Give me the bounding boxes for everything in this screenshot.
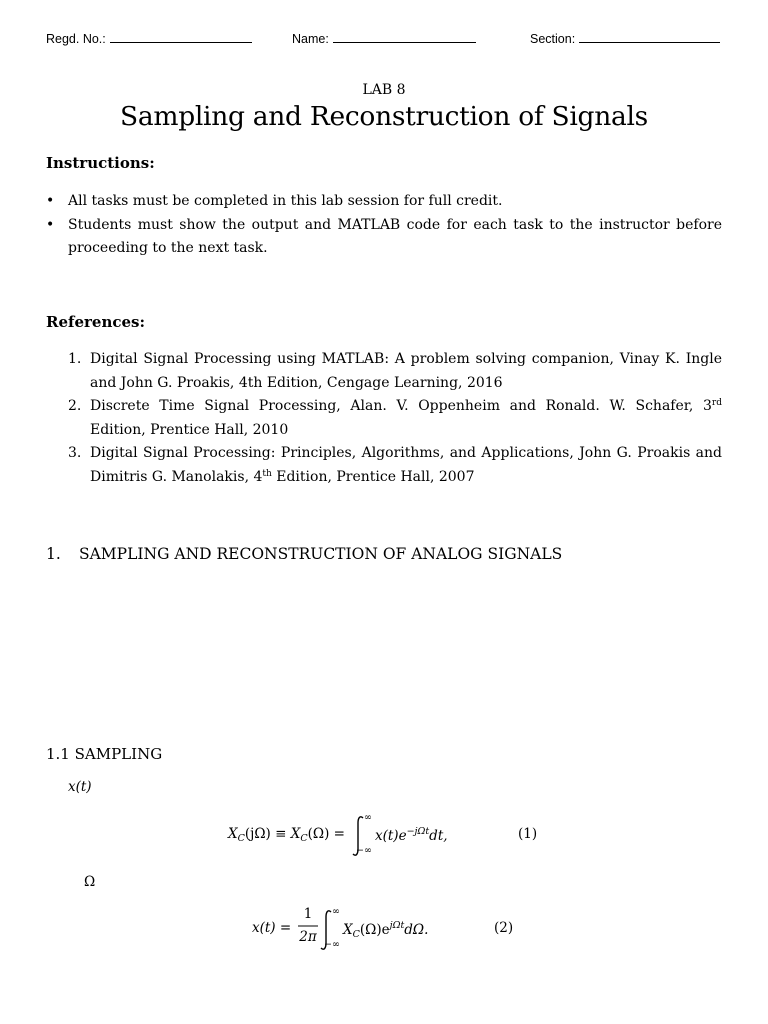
page-title: Sampling and Reconstruction of Signals [120, 101, 648, 132]
eq2-lower-limit: −∞ [324, 939, 340, 950]
reference-text: Discrete Time Signal Processing, Alan. V. Oppenheim and Ronald. W. Schafer, 3 [90, 398, 712, 414]
section-number: 1. [46, 545, 61, 563]
reference-superscript: th [262, 468, 272, 479]
eq1-sub2: C [300, 833, 308, 844]
reference-text: Digital Signal Processing using MATLAB: A problem solving companion, Vinay K. Ingle and John G. Proakis, 4th Edition, Cengage Learning, 2016 [90, 351, 722, 391]
eq2-fraction-numerator: 1 [303, 906, 313, 922]
eq2-arg: (Ω)e [359, 922, 390, 938]
instructions-heading: Instructions: [46, 154, 155, 172]
equation-1-number: (1) [518, 826, 538, 842]
regd-no-label: Regd. No.: [46, 32, 106, 46]
eq2-upper-limit: ∞ [332, 906, 340, 917]
section-label: Section: [530, 32, 576, 46]
reference-text-tail: Edition, Prentice Hall, 2010 [90, 421, 289, 438]
subsection-heading: 1.1 SAMPLING [46, 745, 163, 763]
omega-symbol: Ω [84, 874, 96, 890]
reference-item [68, 442, 722, 489]
instruction-item [46, 214, 722, 261]
reference-text-tail: Edition, Prentice Hall, 2007 [271, 468, 475, 485]
lab-label: LAB 8 [362, 82, 406, 98]
reference-item [68, 395, 722, 442]
reference-number: 3. [68, 445, 82, 461]
regd-no-field [46, 30, 252, 46]
reference-item [68, 348, 722, 395]
eq1-X2: X [290, 826, 301, 842]
instruction-text: All tasks must be completed in this lab session for full credit. [68, 193, 503, 209]
eq1-X: X [228, 826, 238, 842]
regd-no-blank [110, 30, 252, 43]
equation-1-rhs [375, 826, 448, 844]
eq2-differential: dΩ. [404, 922, 429, 938]
section-heading [46, 545, 562, 563]
name-blank [333, 30, 476, 43]
eq2-X: X [343, 922, 353, 938]
signal-symbol-xt: x(t) [68, 779, 92, 795]
eq1-integrand: x(t)e [375, 828, 407, 844]
name-field [292, 30, 476, 46]
section-field [530, 30, 720, 46]
reference-superscript: rd [711, 398, 722, 408]
references-heading: References: [46, 313, 146, 331]
bullet-icon: • [46, 216, 55, 233]
instructions-list [46, 190, 722, 261]
references-list [68, 348, 722, 489]
eq1-arg2: (Ω) = [307, 826, 345, 842]
eq2-exponent: jΩt [389, 920, 405, 931]
section-blank [579, 30, 720, 43]
eq1-arg: (jΩ) ≡ [244, 826, 291, 842]
fraction-bar [298, 925, 318, 927]
equation-2-number: (2) [494, 920, 514, 936]
equation-2-lhs: x(t) = [252, 920, 292, 936]
eq1-sub: C [237, 833, 245, 844]
eq1-differential: dt, [429, 828, 448, 844]
instruction-item [46, 190, 722, 214]
equation-2-rhs [343, 920, 428, 940]
eq1-lower-limit: −∞ [356, 845, 372, 856]
instruction-text: Students must show the output and MATLAB code for each task to the instructor before proceeding to the next task. [68, 216, 722, 256]
reference-number: 1. [68, 351, 82, 367]
eq2-fraction-denominator: 2π [299, 929, 317, 945]
eq1-exponent: −jΩt [406, 826, 430, 837]
reference-text: Digital Signal Processing: Principles, Algorithms, and Applications, John G. Proakis and Dimitris G. Manolakis, 4 [90, 445, 722, 485]
eq1-upper-limit: ∞ [364, 812, 372, 823]
name-label: Name: [292, 32, 329, 46]
bullet-icon: • [46, 193, 55, 209]
equation-1-lhs [228, 826, 345, 844]
reference-number: 2. [68, 398, 82, 414]
section-title: SAMPLING AND RECONSTRUCTION OF ANALOG SIGNALS [79, 545, 563, 563]
eq2-sub: C [352, 929, 360, 940]
